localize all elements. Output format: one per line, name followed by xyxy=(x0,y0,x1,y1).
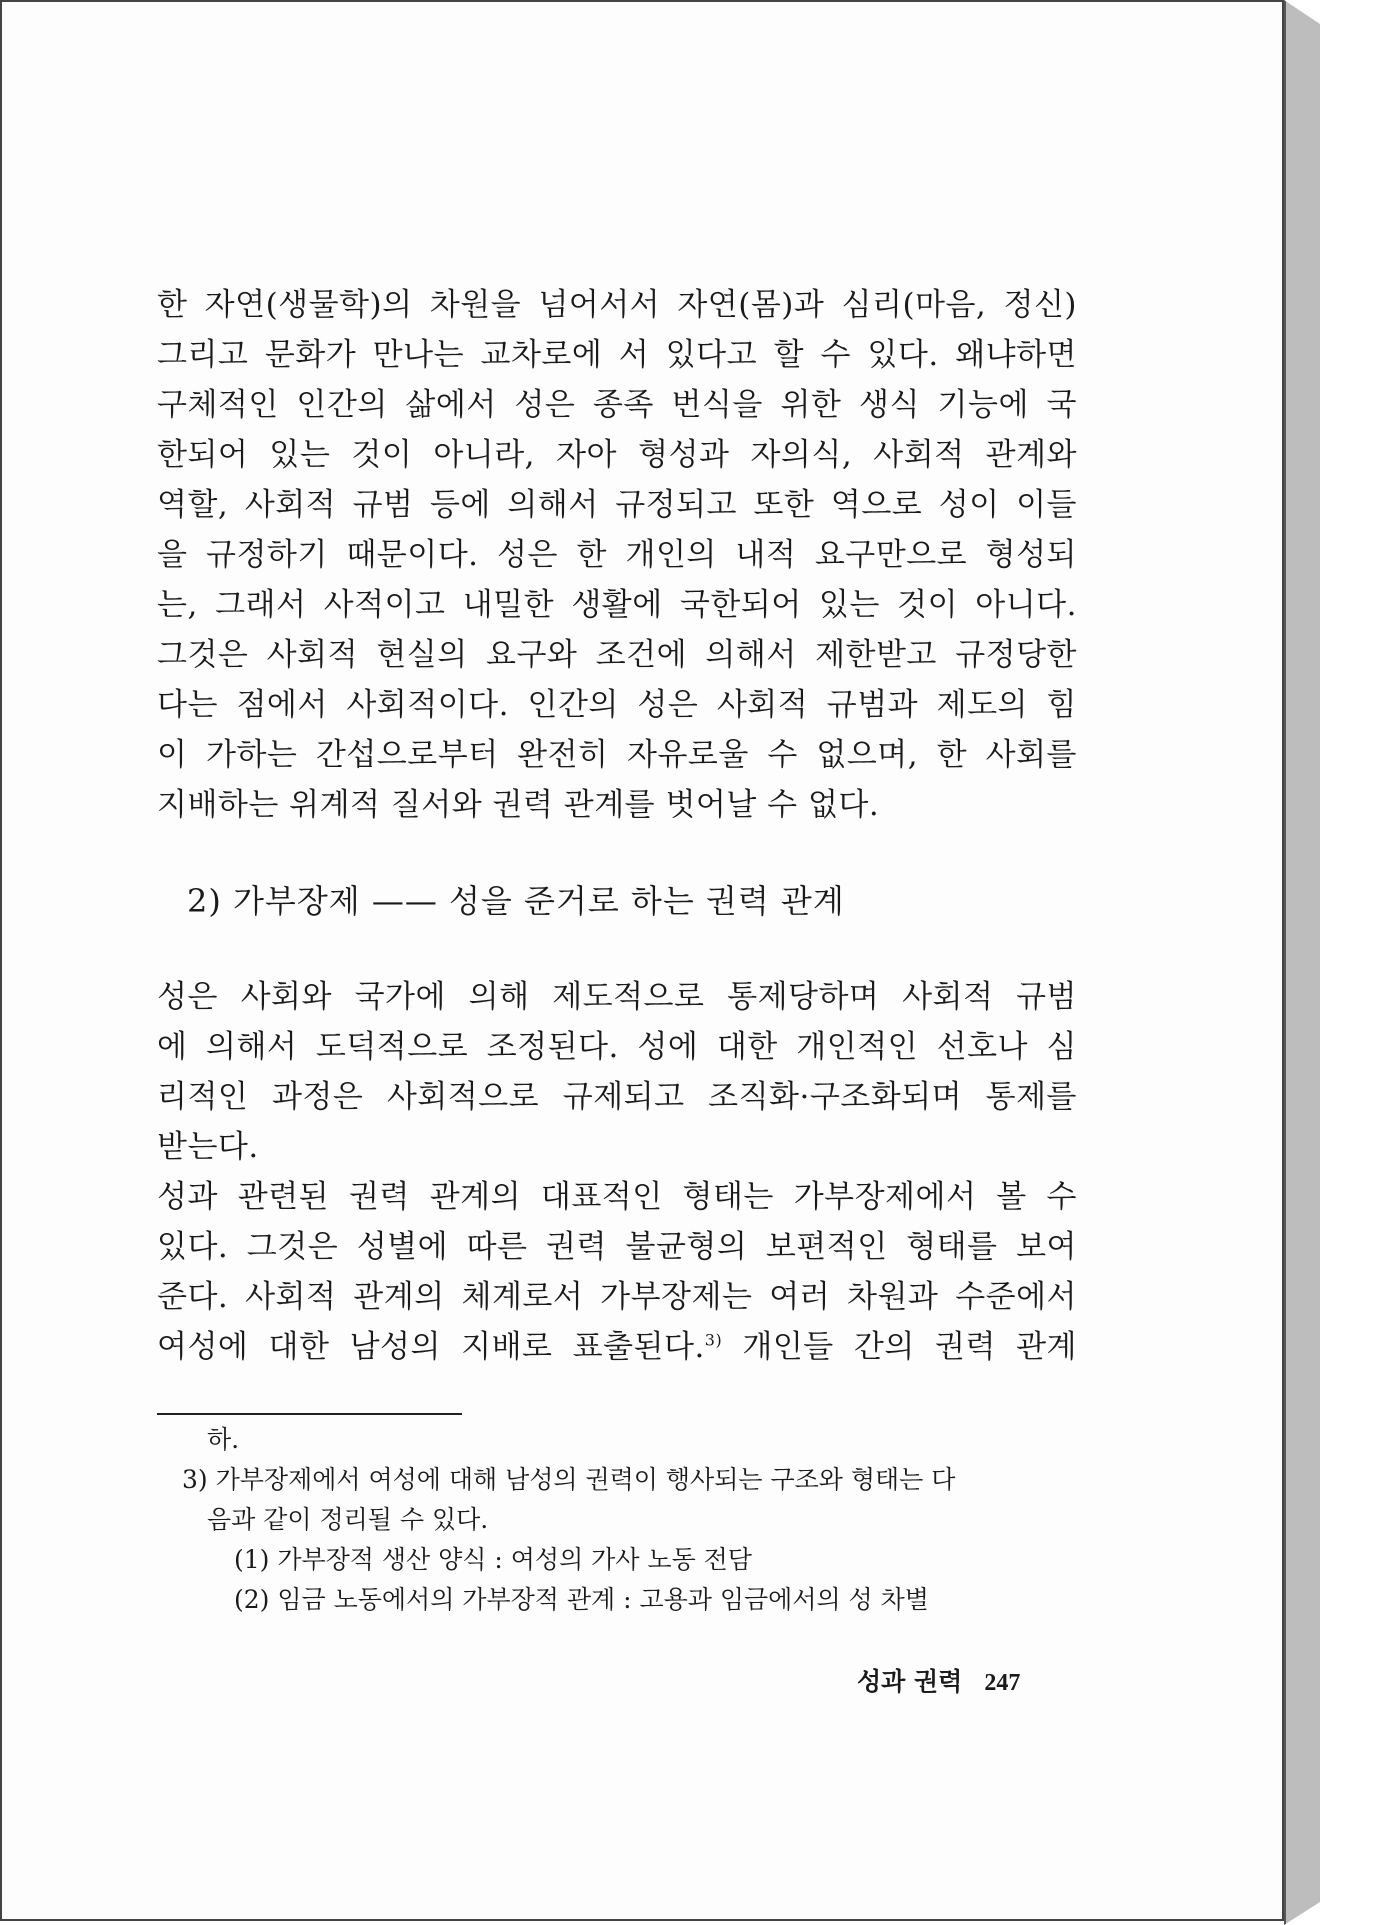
text-line: 는, 그래서 사적이고 내밀한 생활에 국한되어 있는 것이 아니다. xyxy=(157,587,1077,623)
text-line: 지배하는 위계적 질서와 권력 관계를 벗어날 수 없다. xyxy=(157,787,880,823)
page-edge xyxy=(1284,0,1320,1925)
text-line: 성은 사회와 국가에 의해 제도적으로 통제당하며 사회적 규범 xyxy=(157,979,1077,1015)
text-line: 성과 관련된 권력 관계의 대표적인 형태는 가부장제에서 볼 수 xyxy=(157,1179,1077,1215)
paragraph-2 xyxy=(157,972,1077,1172)
paragraph-3 xyxy=(157,1172,1077,1372)
paragraph-1 xyxy=(157,280,1077,830)
footnote-divider xyxy=(157,1413,462,1415)
text-line: 을 규정하기 때문이다. 성은 한 개인의 내적 요구만으로 형성되 xyxy=(157,537,1077,573)
section-heading: 2) 가부장제 —— 성을 준거로 하는 권력 관계 xyxy=(187,882,845,920)
text-line: 구체적인 인간의 삶에서 성은 종족 번식을 위한 생식 기능에 국 xyxy=(157,387,1077,423)
text-line: 이 가하는 간섭으로부터 완전히 자유로울 수 없으며, 한 사회를 xyxy=(157,737,1077,773)
text-line xyxy=(157,1322,1077,1372)
text-line: 그것은 사회적 현실의 요구와 조건에 의해서 제한받고 규정당한 xyxy=(157,637,1077,673)
text-line: 다는 점에서 사회적이다. 인간의 성은 사회적 규범과 제도의 힘 xyxy=(157,687,1077,723)
text-line: 준다. 사회적 관계의 체계로서 가부장제는 여러 차원과 수준에서 xyxy=(157,1279,1077,1315)
footnote-continued: 하. xyxy=(207,1425,240,1454)
text-line: 한 자연(생물학)의 차원을 넘어서서 자연(몸)과 심리(마음, 정신) xyxy=(157,287,1077,323)
text-line: 에 의해서 도덕적으로 조정된다. 성에 대한 개인적인 선호나 심 xyxy=(157,1029,1077,1065)
text-line: 한되어 있는 것이 아니라, 자아 형성과 자의식, 사회적 관계와 xyxy=(157,437,1077,473)
running-title: 성과 권력 xyxy=(857,1667,963,1696)
footnote-3-item-1: (1) 가부장적 생산 양식 : 여성의 가사 노동 전담 xyxy=(234,1545,752,1574)
footnote-3-item-2: (2) 임금 노동에서의 가부장적 관계 : 고용과 임금에서의 성 차별 xyxy=(234,1585,929,1614)
footnote-3-line-2: 음과 같이 정리될 수 있다. xyxy=(207,1505,489,1534)
text-line: 리적인 과정은 사회적으로 규제되고 조직화·구조화되며 통제를 xyxy=(157,1079,1077,1115)
footnote-3-line-1: 3) 가부장제에서 여성에 대해 남성의 권력이 행사되는 구조와 형태는 다 xyxy=(182,1465,956,1494)
footnote-marker: 3) xyxy=(704,1330,723,1350)
text-line: 역할, 사회적 규범 등에 의해서 규정되고 또한 역으로 성이 이들 xyxy=(157,487,1077,523)
text-line: 그리고 문화가 만나는 교차로에 서 있다고 할 수 있다. 왜냐하면 xyxy=(157,337,1077,373)
text-line: 받는다. xyxy=(157,1129,259,1165)
text-segment: 여성에 대한 남성의 지배로 표출된다. xyxy=(157,1329,705,1365)
running-footer xyxy=(857,1662,1020,1698)
text-segment: 개인들 간의 권력 관계 xyxy=(722,1329,1077,1365)
text-line: 있다. 그것은 성별에 따른 권력 불균형의 보편적인 형태를 보여 xyxy=(157,1229,1077,1265)
page-number: 247 xyxy=(984,1670,1021,1696)
